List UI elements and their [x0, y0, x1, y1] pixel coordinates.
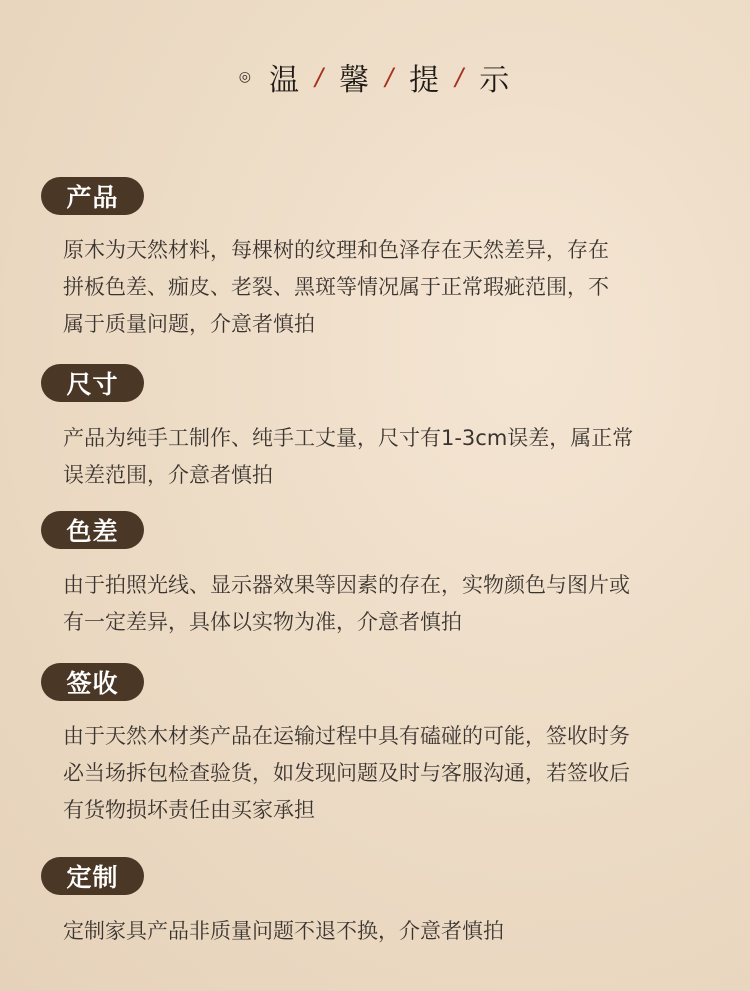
body-line: 有一定差异，具体以实物为准，介意者慎拍: [63, 610, 462, 634]
header-char-1: 温: [268, 63, 301, 98]
body-line: 拼板色差、痂皮、老裂、黑斑等情况属于正常瑕疵范围，不: [63, 275, 609, 299]
body-line: 产品为纯手工制作、纯手工丈量，尺寸有1-3cm误差，属正常: [63, 426, 634, 450]
header-title: [239, 55, 512, 99]
body-line: 由于天然木材类产品在运输过程中具有磕碰的可能，签收时务: [63, 724, 630, 748]
ornament-icon: ◎: [238, 69, 253, 85]
body-line: 必当场拆包检查验货，如发现问题及时与客服沟通，若签收后: [63, 761, 630, 785]
section-body: [63, 718, 713, 829]
section-body: [63, 913, 713, 950]
section-body: [63, 232, 713, 343]
body-line: 由于拍照光线、显示器效果等因素的存在，实物颜色与图片或: [63, 573, 630, 597]
section-body: [63, 567, 713, 641]
body-line: 属于质量问题，介意者慎拍: [63, 312, 315, 336]
section-title-pill: 定制: [41, 857, 144, 895]
header-char-2: 馨: [339, 63, 372, 98]
header-char-3: 提: [409, 63, 442, 98]
header-separator-2: /: [385, 63, 396, 91]
header-separator-3: /: [455, 63, 466, 91]
header-char-4: 示: [479, 63, 512, 98]
body-line: 定制家具产品非质量问题不退不换，介意者慎拍: [63, 919, 504, 943]
body-line: 误差范围，介意者慎拍: [63, 463, 273, 487]
section-title-pill: 色差: [41, 511, 144, 549]
section-body: [63, 420, 713, 494]
section-title-pill: 产品: [41, 177, 144, 215]
body-line: 原木为天然材料，每棵树的纹理和色泽存在天然差异，存在: [63, 238, 609, 262]
page-header: [0, 54, 750, 99]
section-title-pill: 签收: [41, 663, 144, 701]
section-title-pill: 尺寸: [41, 364, 144, 402]
header-separator-1: /: [314, 63, 326, 91]
body-line: 有货物损坏责任由买家承担: [63, 798, 315, 822]
